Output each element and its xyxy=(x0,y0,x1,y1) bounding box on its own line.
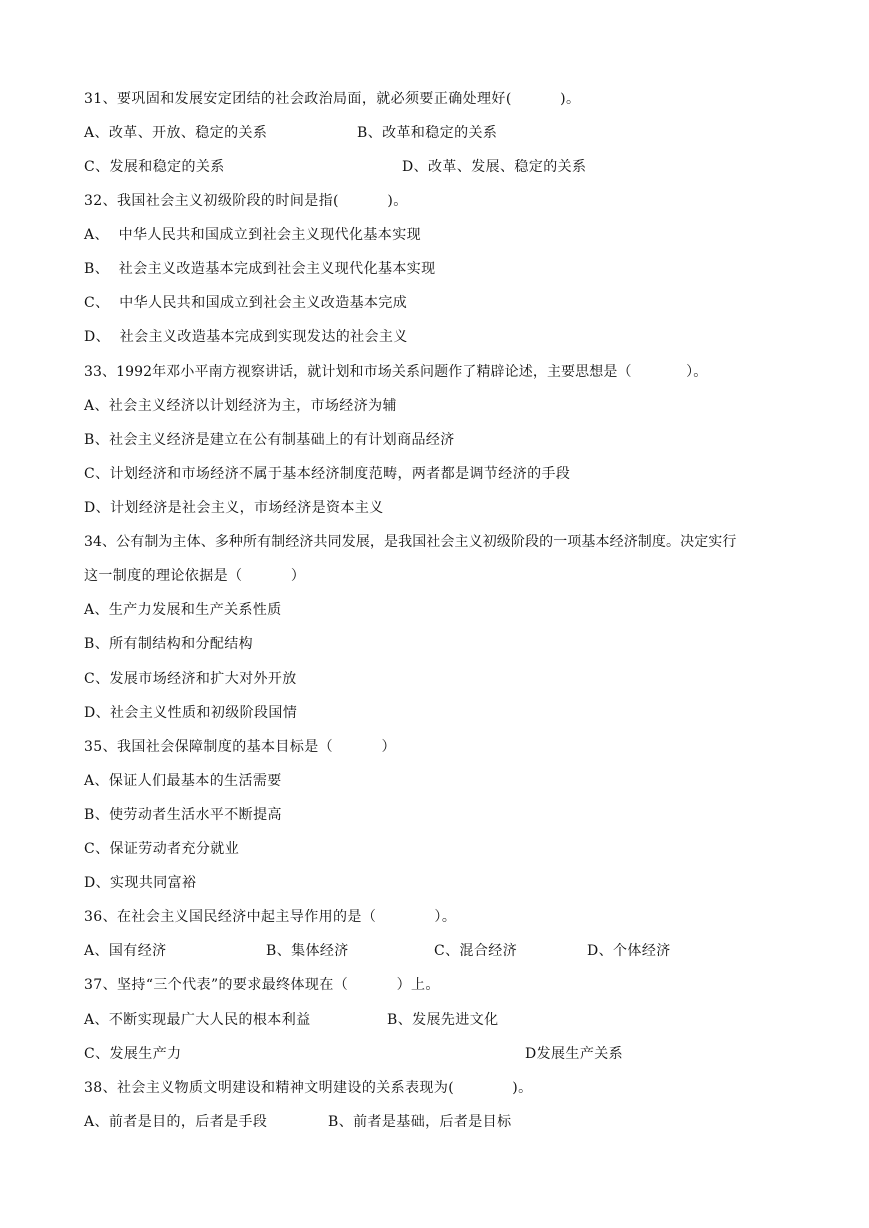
question-33-option-d: D、计划经济是社会主义，市场经济是资本主义 xyxy=(84,500,384,516)
option-b: B、集体经济 xyxy=(266,943,349,959)
option-a: A、改革、开放、稳定的关系 xyxy=(84,125,268,141)
question-33-option-b: B、社会主义经济是建立在公有制基础上的有计划商品经济 xyxy=(84,432,455,448)
question-33-stem: 33、1992年邓小平南方视察讲话，就计划和市场关系问题作了精辟论述，主要思想是（ ）。 xyxy=(84,364,708,380)
question-34-option-c: C、发展市场经济和扩大对外开放 xyxy=(84,671,297,687)
question-32-option-c: C、 中华人民共和国成立到社会主义改造基本完成 xyxy=(84,295,408,311)
option-b: B、改革和稳定的关系 xyxy=(357,125,498,141)
option-c: C、混合经济 xyxy=(434,943,518,959)
question-35-stem: 35、我国社会保障制度的基本目标是（ ） xyxy=(84,739,396,755)
question-34-option-b: B、所有制结构和分配结构 xyxy=(84,636,254,652)
option-b: B、发展先进文化 xyxy=(387,1012,499,1028)
question-37-stem: 37、坚持“三个代表”的要求最终体现在（ ）上。 xyxy=(84,977,440,993)
question-32-stem: 32、我国社会主义初级阶段的时间是指( )。 xyxy=(84,193,408,209)
question-35-option-d: D、实现共同富裕 xyxy=(84,875,197,891)
option-c: C、发展和稳定的关系 xyxy=(84,159,225,175)
option-b: B、前者是基础，后者是目标 xyxy=(328,1114,512,1130)
question-32-option-b: B、 社会主义改造基本完成到社会主义现代化基本实现 xyxy=(84,261,436,277)
question-34-stem-line-2: 这一制度的理论依据是（ ） xyxy=(84,568,306,584)
option-a: A、国有经济 xyxy=(84,943,167,959)
question-32-option-d: D、 社会主义改造基本完成到实现发达的社会主义 xyxy=(84,329,408,345)
question-36-stem: 36、在社会主义国民经济中起主导作用的是（ ）。 xyxy=(84,909,457,925)
question-33-option-c: C、计划经济和市场经济不属于基本经济制度范畴，两者都是调节经济的手段 xyxy=(84,466,571,482)
question-31-stem: 31、要巩固和发展安定团结的社会政治局面，就必须要正确处理好( )。 xyxy=(84,91,581,107)
question-38-options-row xyxy=(84,1112,784,1172)
option-a: A、前者是目的，后者是手段 xyxy=(84,1114,268,1130)
question-35-option-a: A、保证人们最基本的生活需要 xyxy=(84,773,282,789)
question-34-option-a: A、生产力发展和生产关系性质 xyxy=(84,602,282,618)
option-d: D、个体经济 xyxy=(587,943,671,959)
option-c: C、发展生产力 xyxy=(84,1046,182,1062)
question-34-stem-line-1: 34、公有制为主体、多种所有制经济共同发展，是我国社会主义初级阶段的一项基本经济制度。决定实行 xyxy=(84,534,737,550)
option-d: D、改革、发展、稳定的关系 xyxy=(402,159,587,175)
question-38-stem: 38、社会主义物质文明建设和精神文明建设的关系表现为( )。 xyxy=(84,1080,533,1096)
option-a: A、不断实现最广大人民的根本利益 xyxy=(84,1012,311,1028)
option-d: D发展生产关系 xyxy=(525,1046,624,1062)
question-32-option-a: A、 中华人民共和国成立到社会主义现代化基本实现 xyxy=(84,227,422,243)
question-34-option-d: D、社会主义性质和初级阶段国情 xyxy=(84,705,298,721)
question-33-option-a: A、社会主义经济以计划经济为主，市场经济为辅 xyxy=(84,398,397,414)
question-35-option-b: B、使劳动者生活水平不断提高 xyxy=(84,807,282,823)
question-35-option-c: C、保证劳动者充分就业 xyxy=(84,841,240,857)
